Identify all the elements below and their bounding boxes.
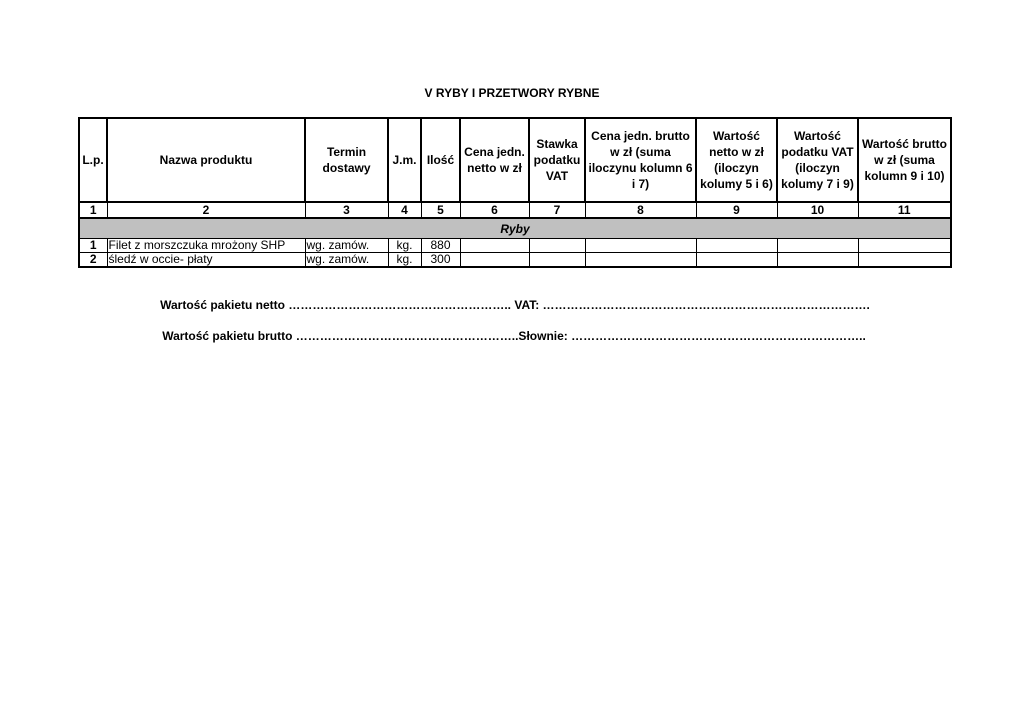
cell-unit-price-gross[interactable]: [585, 253, 696, 268]
package-net-value-line: Wartość pakietu netto ……………………………………………….. VAT: ……………………………………………………………………….: [160, 298, 870, 312]
cell-product-name: śledź w occie- płaty: [107, 253, 305, 268]
column-number: 8: [585, 202, 696, 218]
column-number-row: [79, 202, 951, 218]
header-unit: J.m.: [388, 118, 421, 202]
header-row: [79, 118, 951, 202]
price-table: [78, 117, 952, 268]
column-number: 1: [79, 202, 107, 218]
header-value-net: Wartość netto w zł (iloczyn kolumy 5 i 6): [696, 118, 777, 202]
package-gross-value-line: Wartość pakietu brutto ………………………………………………..Słownie: ………………………………………………………………..: [162, 329, 866, 343]
cell-unit: kg.: [388, 239, 421, 253]
cell-value-net[interactable]: [696, 239, 777, 253]
header-unit-price-gross: Cena jedn. brutto w zł (suma iloczynu kolumn 6 i 7): [585, 118, 696, 202]
cell-vat-value[interactable]: [777, 239, 858, 253]
header-vat-rate: Stawka podatku VAT: [529, 118, 585, 202]
section-row: [79, 218, 951, 239]
cell-unit-price-net[interactable]: [460, 253, 529, 268]
table-row: [79, 239, 951, 253]
cell-delivery-term: wg. zamów.: [305, 253, 388, 268]
cell-unit-price-gross[interactable]: [585, 239, 696, 253]
header-value-gross: Wartość brutto w zł (suma kolumn 9 i 10): [858, 118, 951, 202]
column-number: 6: [460, 202, 529, 218]
column-number: 5: [421, 202, 460, 218]
cell-value-gross[interactable]: [858, 253, 951, 268]
column-number: 4: [388, 202, 421, 218]
column-number: 11: [858, 202, 951, 218]
cell-vat-rate[interactable]: [529, 239, 585, 253]
cell-unit-price-net[interactable]: [460, 239, 529, 253]
table-row: [79, 253, 951, 268]
header-product-name: Nazwa produktu: [107, 118, 305, 202]
header-vat-value: Wartość podatku VAT (iloczyn kolumy 7 i 9): [777, 118, 858, 202]
cell-quantity: 300: [421, 253, 460, 268]
cell-vat-value[interactable]: [777, 253, 858, 268]
section-label: Ryby: [79, 218, 951, 239]
cell-value-net[interactable]: [696, 253, 777, 268]
column-number: 2: [107, 202, 305, 218]
cell-lp: 1: [79, 239, 107, 253]
cell-product-name: Filet z morszczuka mrożony SHP: [107, 239, 305, 253]
header-quantity: Ilość: [421, 118, 460, 202]
cell-unit: kg.: [388, 253, 421, 268]
header-delivery-term: Termin dostawy: [305, 118, 388, 202]
header-lp: L.p.: [79, 118, 107, 202]
column-number: 9: [696, 202, 777, 218]
cell-value-gross[interactable]: [858, 239, 951, 253]
cell-vat-rate[interactable]: [529, 253, 585, 268]
cell-quantity: 880: [421, 239, 460, 253]
column-number: 10: [777, 202, 858, 218]
cell-lp: 2: [79, 253, 107, 268]
column-number: 7: [529, 202, 585, 218]
column-number: 3: [305, 202, 388, 218]
cell-delivery-term: wg. zamów.: [305, 239, 388, 253]
header-unit-price-net: Cena jedn. netto w zł: [460, 118, 529, 202]
page-title: V RYBY I PRZETWORY RYBNE: [424, 86, 600, 100]
